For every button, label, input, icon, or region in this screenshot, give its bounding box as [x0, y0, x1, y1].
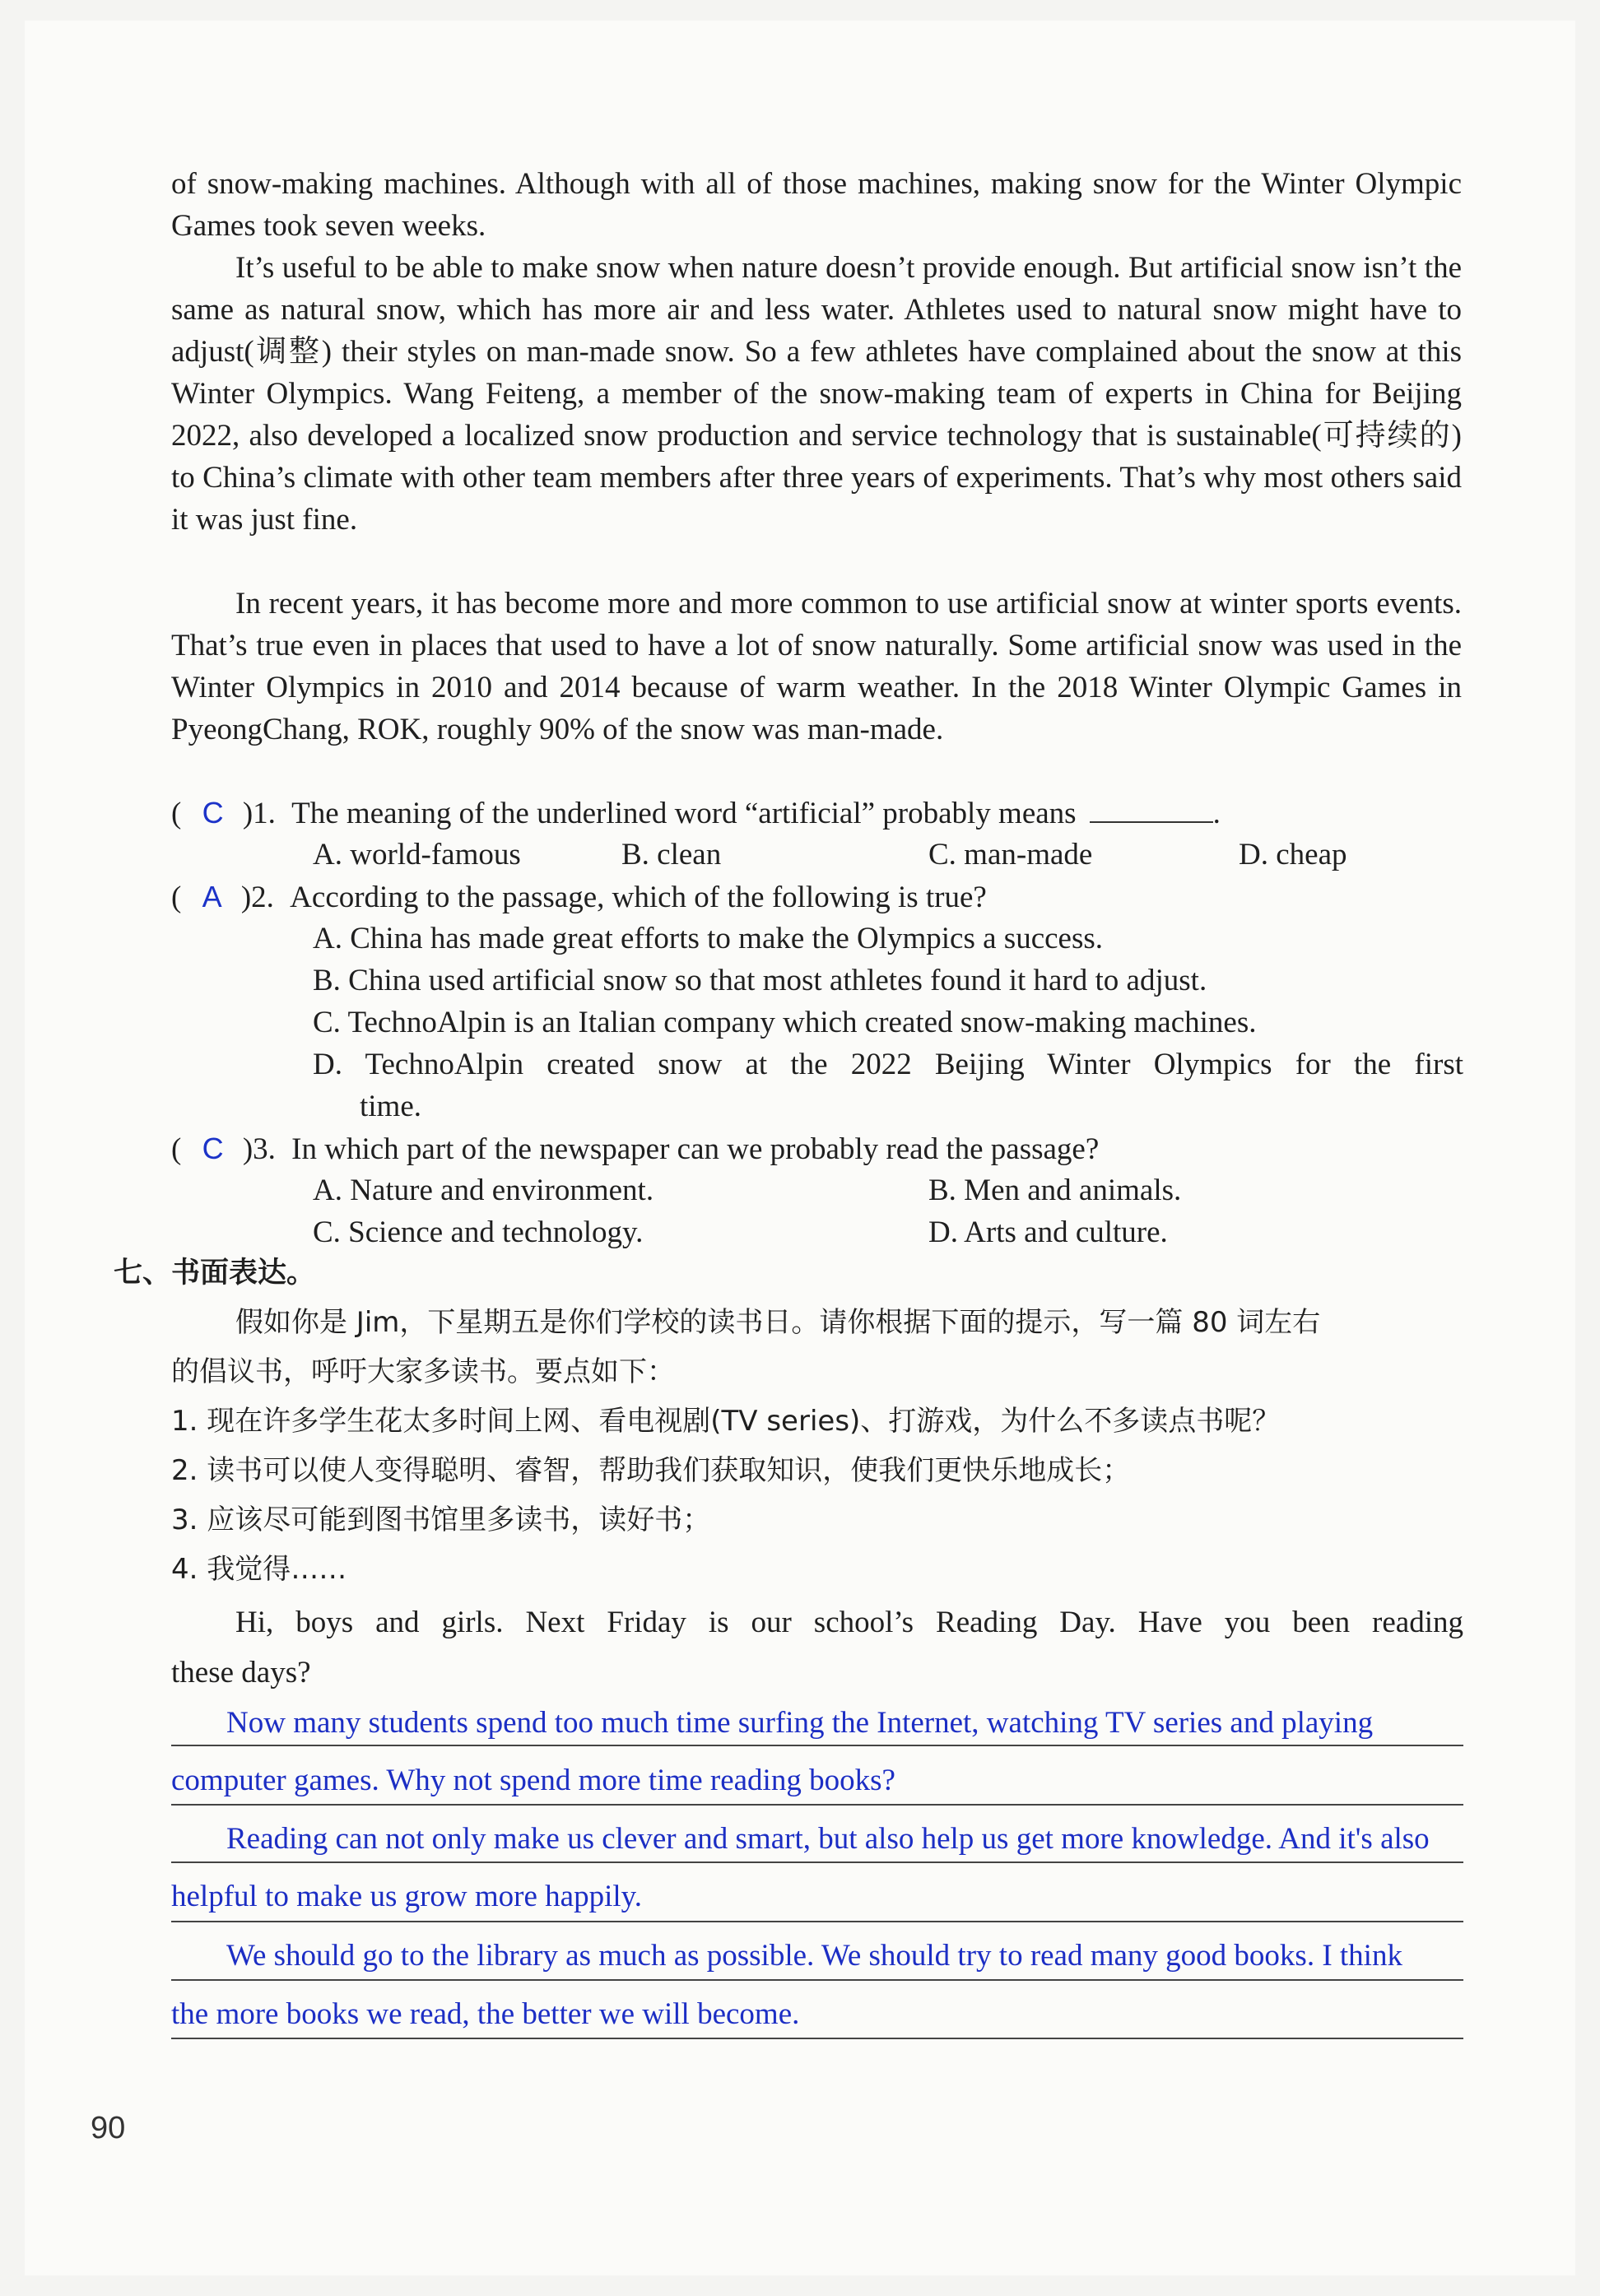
question-1: [171, 792, 1221, 834]
question-number: )2.: [240, 881, 274, 914]
question-2: [171, 876, 987, 918]
question-number: )1.: [242, 797, 276, 830]
section-intro-1: 假如你是 Jim，下星期五是你们学校的读书日。请你根据下面的提示，写一篇 80 词左右: [235, 1306, 1321, 1339]
section-title: 七、书面表达。: [114, 1257, 316, 1290]
point-1: 1. 现在许多学生花太多时间上网、看电视剧(TV series)、打游戏，为什么不多读点书呢？: [171, 1405, 1281, 1438]
q2-option-d-cont: time.: [360, 1090, 422, 1123]
q1-option-c[interactable]: C. man-made: [928, 838, 1093, 871]
writing-rule: [171, 1921, 1463, 1922]
answer-3[interactable]: C: [202, 1132, 224, 1165]
point-4: 4. 我觉得……: [171, 1553, 347, 1586]
q2-option-a[interactable]: A. China has made great efforts to make the Olympics a success.: [313, 922, 1104, 955]
writing-rule: [171, 1861, 1463, 1863]
writing-rule: [171, 1745, 1463, 1746]
passage-paragraph-3: In recent years, it has become more and more common to use artificial snow at winter sports events. That’s true even in places that used to have a lot of snow naturally. Some artificial snow was used in the Winter Olympics in 2010 and 2014 because of warm weather. In the 2018 Winter Olympic Games in PyeongChang, ROK, roughly 90% of the snow was man-made.: [171, 587, 1462, 746]
q1-option-b[interactable]: B. clean: [621, 838, 722, 871]
written-line-6[interactable]: the more books we read, the better we will become.: [171, 1997, 800, 2031]
q3-option-d[interactable]: D. Arts and culture.: [928, 1215, 1168, 1249]
answer-2[interactable]: A: [202, 880, 222, 913]
written-line-4[interactable]: helpful to make us grow more happily.: [171, 1880, 643, 1913]
writing-rule: [171, 2038, 1463, 2039]
writing-rule: [171, 1979, 1463, 1981]
point-3: 3. 应该尽可能到图书馆里多读书，读好书；: [171, 1504, 711, 1536]
written-line-5[interactable]: We should go to the library as much as possible. We should try to read many good books. I think: [226, 1939, 1402, 1973]
paren-open: (: [171, 1132, 182, 1166]
opening-line-2: these days?: [171, 1656, 311, 1689]
q2-option-d[interactable]: D. TechnoAlpin created snow at the 2022 Beijing Winter Olympics for the first: [313, 1048, 1463, 1081]
answer-blank: [1090, 793, 1213, 823]
writing-rule: [171, 1804, 1463, 1806]
question-stem: In which part of the newspaper can we probably read the passage?: [291, 1132, 1100, 1166]
q3-option-b[interactable]: B. Men and animals.: [928, 1174, 1182, 1207]
paren-open: (: [171, 881, 182, 914]
written-line-1[interactable]: Now many students spend too much time surfing the Internet, watching TV series and playing: [226, 1706, 1374, 1740]
answer-1[interactable]: C: [202, 796, 224, 830]
q1-option-a[interactable]: A. world-famous: [313, 838, 521, 871]
point-2: 2. 读书可以使人变得聪明、睿智，帮助我们获取知识，使我们更快乐地成长；: [171, 1454, 1131, 1487]
question-3: [171, 1127, 1099, 1170]
q3-option-a[interactable]: A. Nature and environment.: [313, 1174, 654, 1207]
question-stem: According to the passage, which of the following is true?: [290, 881, 987, 914]
opening-line-1: Hi, boys and girls. Next Friday is our school’s Reading Day. Have you been reading: [235, 1606, 1463, 1639]
q2-option-b[interactable]: B. China used artificial snow so that most athletes found it hard to adjust.: [313, 964, 1207, 997]
written-line-2[interactable]: computer games. Why not spend more time reading books?: [171, 1764, 895, 1797]
page-number: 90: [91, 2111, 126, 2145]
q3-option-c[interactable]: C. Science and technology.: [313, 1215, 644, 1249]
passage-paragraph-2: It’s useful to be able to make snow when nature doesn’t provide enough. But artificial snow isn’t the same as natural snow, which has more air and less water. Athletes used to natural snow might have to adjust(调整) their styles on man-made snow. So a few athletes have complained about the snow at this Winter Olympics. Wang Feiteng, a member of the snow-making team of experts in China for Beijing 2022, also developed a localized snow production and service technology that is sustainable(可持续的) to China’s climate with other team members after three years of experiments. That’s why most others said it was just fine.: [171, 251, 1462, 537]
section-intro-2: 的倡议书，呼吁大家多读书。要点如下：: [171, 1355, 675, 1388]
q1-option-d[interactable]: D. cheap: [1239, 838, 1347, 871]
question-number: )3.: [242, 1132, 276, 1166]
question-stem-end: .: [1212, 797, 1221, 830]
question-stem: The meaning of the underlined word “artificial” probably means: [291, 797, 1077, 830]
paren-open: (: [171, 797, 182, 830]
passage-paragraph-1: of snow-making machines. Although with all of those machines, making snow for the Winter Olympic Games took seven weeks.: [171, 167, 1462, 243]
q2-option-c[interactable]: C. TechnoAlpin is an Italian company which created snow-making machines.: [313, 1006, 1257, 1039]
written-line-3[interactable]: Reading can not only make us clever and smart, but also help us get more knowledge. And it's also: [226, 1822, 1430, 1856]
